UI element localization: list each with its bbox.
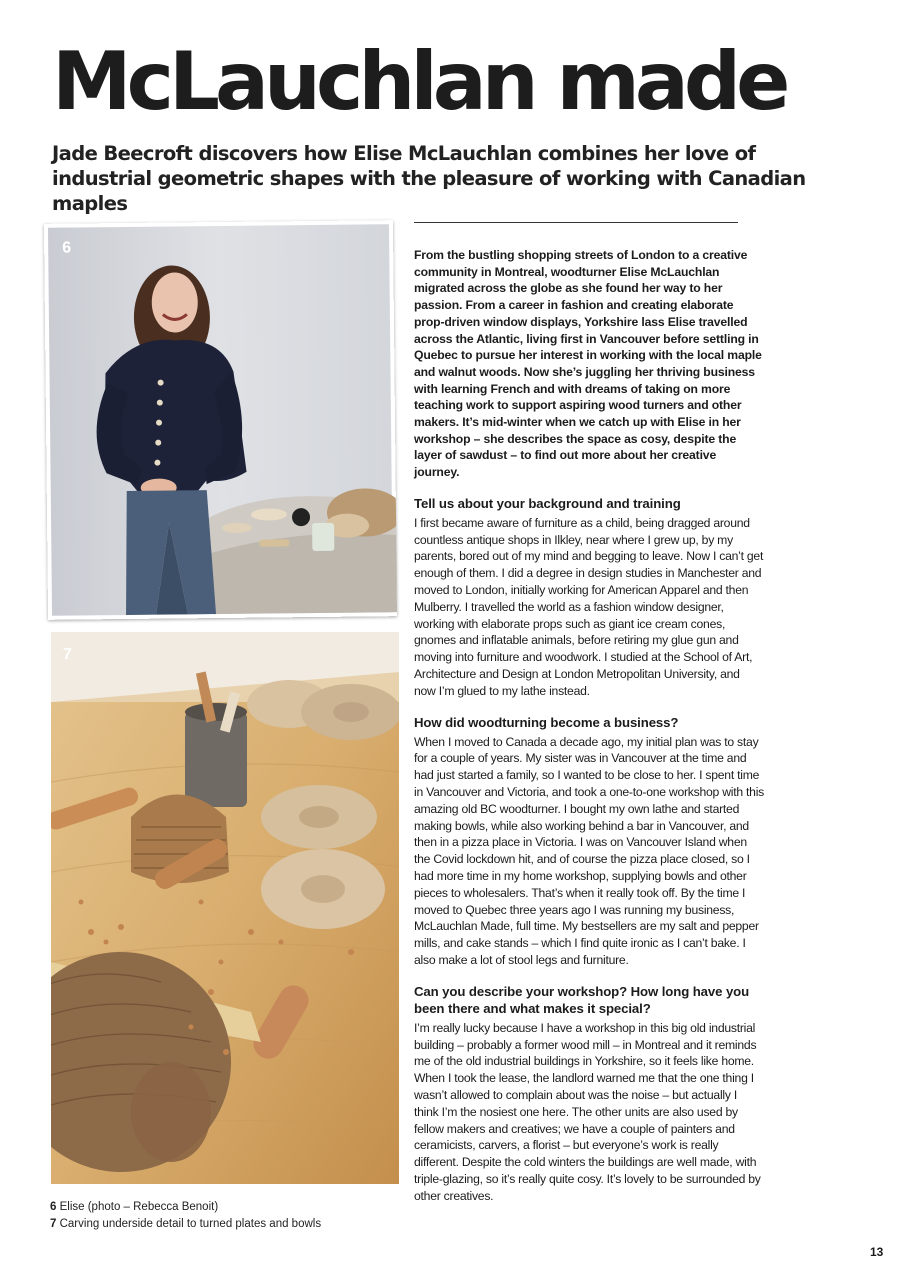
caption-6: 6 Elise (photo – Rebecca Benoit) [50, 1201, 219, 1213]
photo-workshop-image [51, 632, 399, 1184]
question-heading: Can you describe your workshop? How long have you been there and what makes it special? [414, 983, 750, 1016]
question-heading: Tell us about your background and training [414, 495, 681, 511]
article-title: McLauchlan made [52, 35, 786, 128]
question-heading: How did woodturning become a business? [414, 714, 679, 730]
answer-paragraph: I first became aware of furniture as a child, being dragged around countless antique shops in Ilkley, near where I grew up, by my parents, bored out of my mind and begging to leave. Now I can’t get enough of them. I did a degree in design studies in Manchester and moved to London, initially working for American Apparel and then Mulberry. I travelled the world as a fashion window designer, working with elaborate props such as giant ice cream cones, gnomes and inflatable animals, before retiring my glue gun and moving into furniture and woodwork. I studied at the School of Art, Architecture and Design at London Metropolitan University, and now I’m glued to my lathe instead. [414, 515, 764, 698]
page-number: 13 [870, 1245, 884, 1259]
divider-rule [414, 222, 738, 223]
article-body [414, 247, 764, 1219]
caption-7: 7 Carving underside detail to turned plates and bowls [50, 1218, 322, 1230]
photo-number-7: 7 [63, 646, 72, 663]
answer-paragraph: When I moved to Canada a decade ago, my initial plan was to stay for a couple of years. My sister was in Vancouver at the time and had just started a family, so I wanted to be close to her. I spent time in Vancouver and Victoria, and took a one-to-one workshop with this amazing old BC woodturner. I bought my own lathe and started making bowls, while also working behind a bar in Vancouver, and then in a pizza place in Victoria. I was on Vancouver Island when the Covid lockdown hit, and of course the pizza place closed, so I had more time in my home workshop, supplying bowls and other pieces to wholesalers. That’s when it really took off. By the time I moved to Quebec three years ago I was running my business, McLauchlan Made, full time. My bestsellers are my salt and pepper mills, and cake stands – which I find quite ironic as I can’t bake. I also make a lot of stool legs and furniture. [414, 734, 764, 967]
photo-workshop [51, 632, 399, 1184]
photo-elise-image [44, 220, 397, 620]
answer-paragraph: I’m really lucky because I have a workshop in this big old industrial building – probably a former wood mill – in Montreal and it reminds me of the old industrial buildings in Yorkshire, so it feels like home. When I took the lease, the landlord warned me that the one thing I wasn’t allowed to complain about was the noise – but actually I think I’m the nosiest one here. The other units are also used by fellow makers and creatives; we have a couple of painters and ceramicists, carvers, a florist – but everyone’s work is really different. Despite the cold winters the buildings are well made, with triple-glazing, so it’s really quite cosy. It’s lovely to be surrounded by other creatives. [414, 1020, 761, 1203]
intro-paragraph: From the bustling shopping streets of London to a creative community in Montreal, woodturner Elise McLauchlan migrated across the globe as she found her way to her passion. From a career in fashion and creating elaborate prop-driven window displays, Yorkshire lass Elise travelled across the Atlantic, living first in Vancouver before settling in Quebec to pursue her interest in working with the local maple and walnut woods. Now she’s juggling her thriving business with learning French and with dreams of taking on more teaching work to support aspiring wood turners and other makers. It’s mid-winter when we catch up with Elise in her workshop – she describes the space as cosy, despite the layer of sawdust – to find out more about her creative journey. [414, 248, 762, 480]
photo-elise [44, 220, 397, 620]
photo-number-6: 6 [62, 239, 72, 257]
standfirst: Jade Beecroft discovers how Elise McLauchlan combines her love of industrial geometric shapes with the pleasure of working with Canadian maples [52, 142, 806, 215]
captions [50, 1199, 390, 1233]
